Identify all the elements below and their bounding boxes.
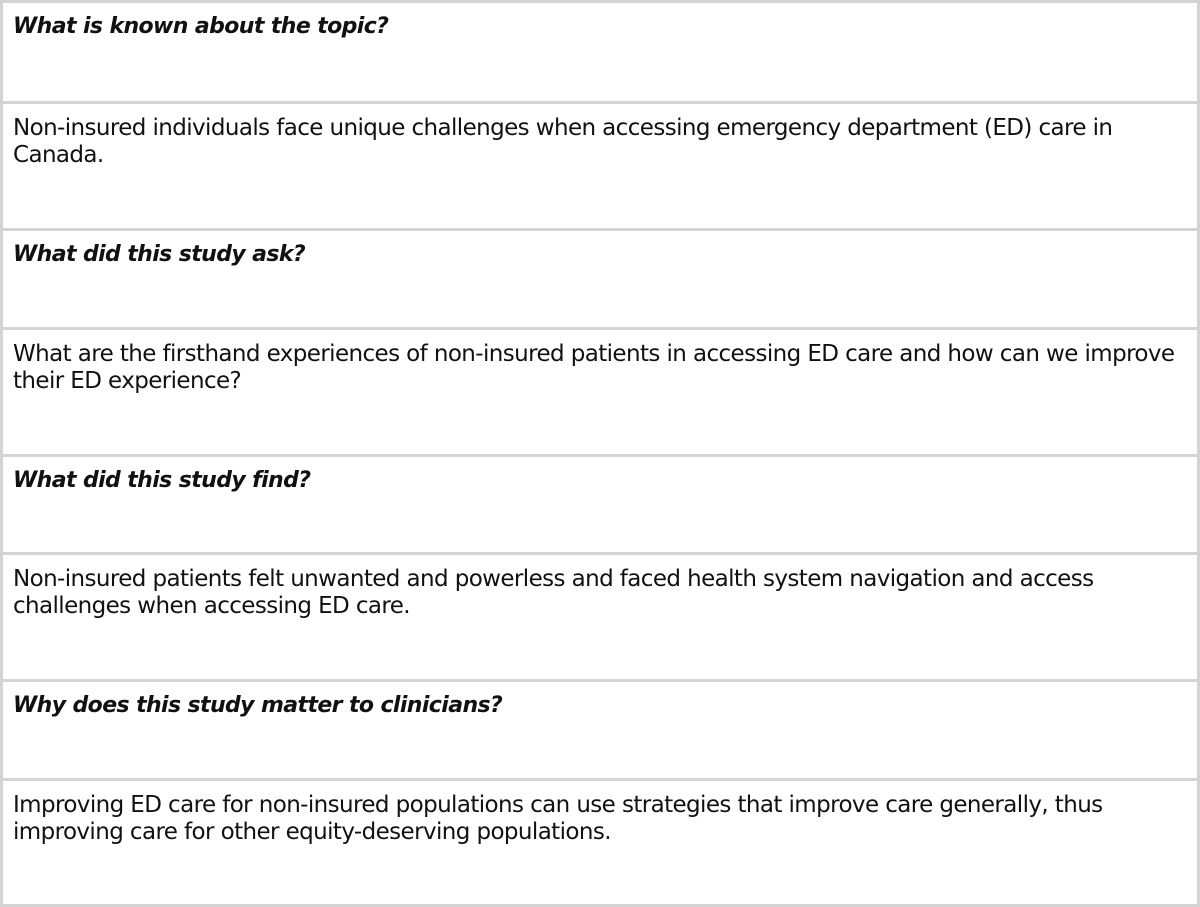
body-text: Improving ED care for non-insured populations can use strategies that improve care generally, thus improving care for other equity-deserving populations. bbox=[13, 792, 1103, 845]
section-heading-matter bbox=[3, 679, 1197, 778]
section-heading-find bbox=[3, 454, 1197, 552]
heading-text: What did this study ask? bbox=[13, 242, 306, 267]
section-body-ask bbox=[3, 327, 1197, 454]
heading-text: Why does this study matter to clinicians? bbox=[13, 693, 503, 718]
section-body-known bbox=[3, 101, 1197, 228]
body-text: Non-insured individuals face unique challenges when accessing emergency department (ED) care in Canada. bbox=[13, 115, 1113, 168]
section-heading-ask bbox=[3, 228, 1197, 327]
section-heading-known bbox=[3, 3, 1197, 101]
section-body-find bbox=[3, 552, 1197, 679]
body-text: What are the firsthand experiences of non-insured patients in accessing ED care and how can we improve their ED experience? bbox=[13, 341, 1175, 394]
section-body-matter bbox=[3, 778, 1197, 904]
body-text: Non-insured patients felt unwanted and powerless and faced health system navigation and access challenges when accessing ED care. bbox=[13, 566, 1094, 619]
heading-text: What did this study find? bbox=[13, 468, 311, 493]
heading-text: What is known about the topic? bbox=[13, 14, 389, 39]
